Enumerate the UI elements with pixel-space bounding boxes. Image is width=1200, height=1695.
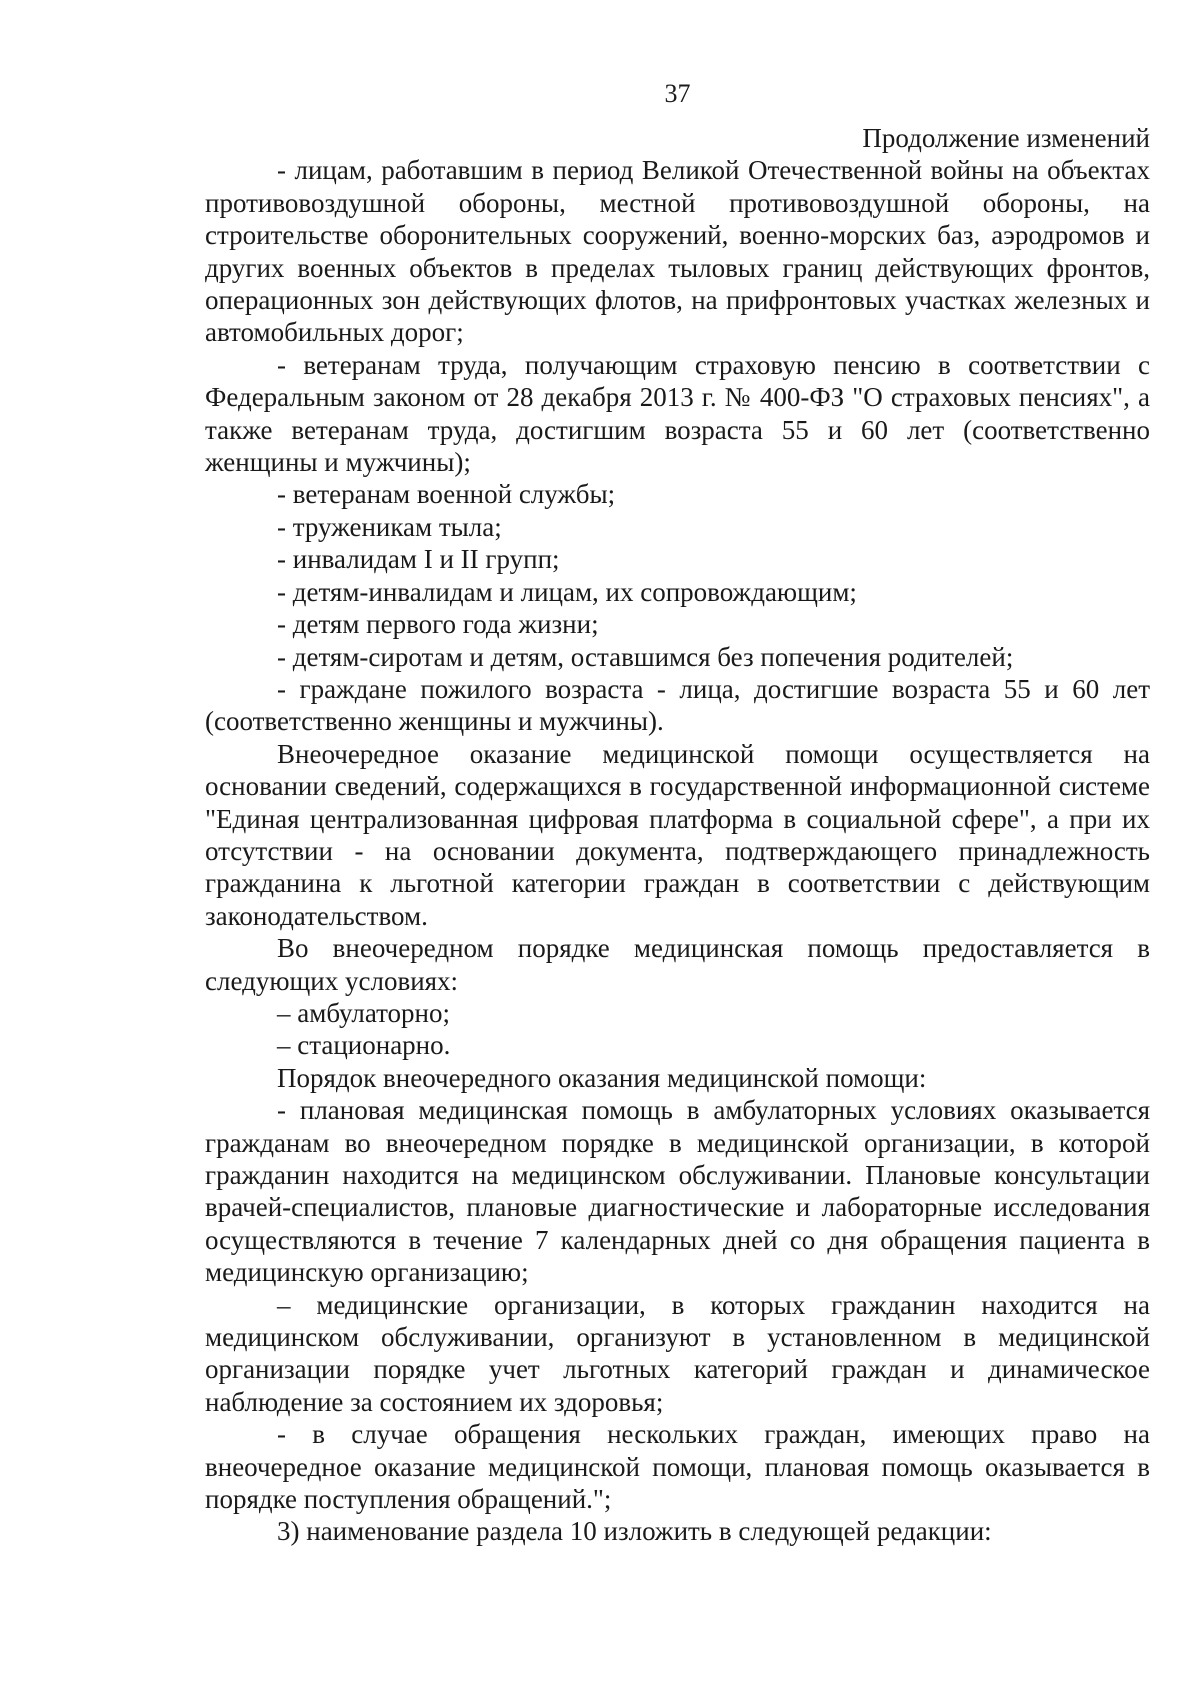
paragraph-list-item: - ветеранам труда, получающим страховую пенсию в соответствии с Федеральным законом от 28 декабря 2013 г. № 400-ФЗ "О страховых пенсиях", а также ветеранам труда, достигшим возраста 55 и 60 лет (соответственно женщины и мужчины); <box>205 349 1150 478</box>
paragraph-list-item: – амбулаторно; <box>277 997 450 1028</box>
paragraph-list-item: - детям первого года жизни; <box>277 609 599 640</box>
document-page <box>205 78 1150 1548</box>
paragraph-list-item: - граждане пожилого возраста - лица, достигшие возраста 55 и 60 лет (соответственно женщины и мужчины). <box>205 673 1150 737</box>
paragraph: Порядок внеочередного оказания медицинской помощи: <box>277 1062 927 1093</box>
paragraph: Во внеочередном порядке медицинская помощь предоставляется в следующих условиях: <box>205 933 1150 996</box>
paragraph-list-item: - детям-инвалидам и лицам, их сопровождающим; <box>277 576 857 607</box>
paragraph: Внеочередное оказание медицинской помощи осуществляется на основании сведений, содержащихся в государственной информационной системе "Единая централизованная цифровая платформа в социальной сфере", а при их отсутствии - на основании документа, подтверждающего принадлежность гражданина к льготной категории граждан в соответствии с действующим законодательством. <box>205 738 1150 931</box>
paragraph-list-item: – медицинские организации, в которых гражданин находится на медицинском обслуживании, организуют в установленном в медицинской организации порядке учет льготных категорий граждан и динамическое наблюдение за состоянием их здоровья; <box>205 1289 1150 1417</box>
paragraph-list-item: – стационарно. <box>277 1030 451 1061</box>
page-number: 37 <box>664 79 691 108</box>
paragraph-list-item: - инвалидам I и II групп; <box>277 544 560 575</box>
paragraph-list-item: - труженикам тыла; <box>277 511 502 542</box>
continuation-label: Продолжение изменений <box>862 123 1150 153</box>
paragraph-list-item: - плановая медицинская помощь в амбулаторных условиях оказывается гражданам во внеочередном порядке в медицинской организации, в которой гражданин находится на медицинском обслуживании. Плановые консультации врачей-специалистов, плановые диагностические и лабораторные исследования осуществляются в течение 7 календарных дней со дня обращения пациента в медицинскую организацию; <box>205 1095 1150 1288</box>
paragraph-list-item: - детям-сиротам и детям, оставшимся без попечения родителей; <box>277 641 1014 672</box>
paragraph: 3) наименование раздела 10 изложить в следующей редакции: <box>277 1516 992 1547</box>
paragraph-list-item: - в случае обращения нескольких граждан, имеющих право на внеочередное оказание медицинской помощи, плановая помощь оказывается в порядке поступления обращений."; <box>205 1419 1150 1515</box>
paragraph-list-item: - лицам, работавшим в период Великой Отечественной войны на объектах противовоздушной обороны, местной противовоздушной обороны, на строительстве оборонительных сооружений, военно-морских баз, аэродромов и других военных объектов в пределах тыловых границ действующих фронтов, операционных зон действующих флотов, на прифронтовых участках железных и автомобильных дорог; <box>205 155 1150 348</box>
paragraph-list-item: - ветеранам военной службы; <box>277 479 616 510</box>
